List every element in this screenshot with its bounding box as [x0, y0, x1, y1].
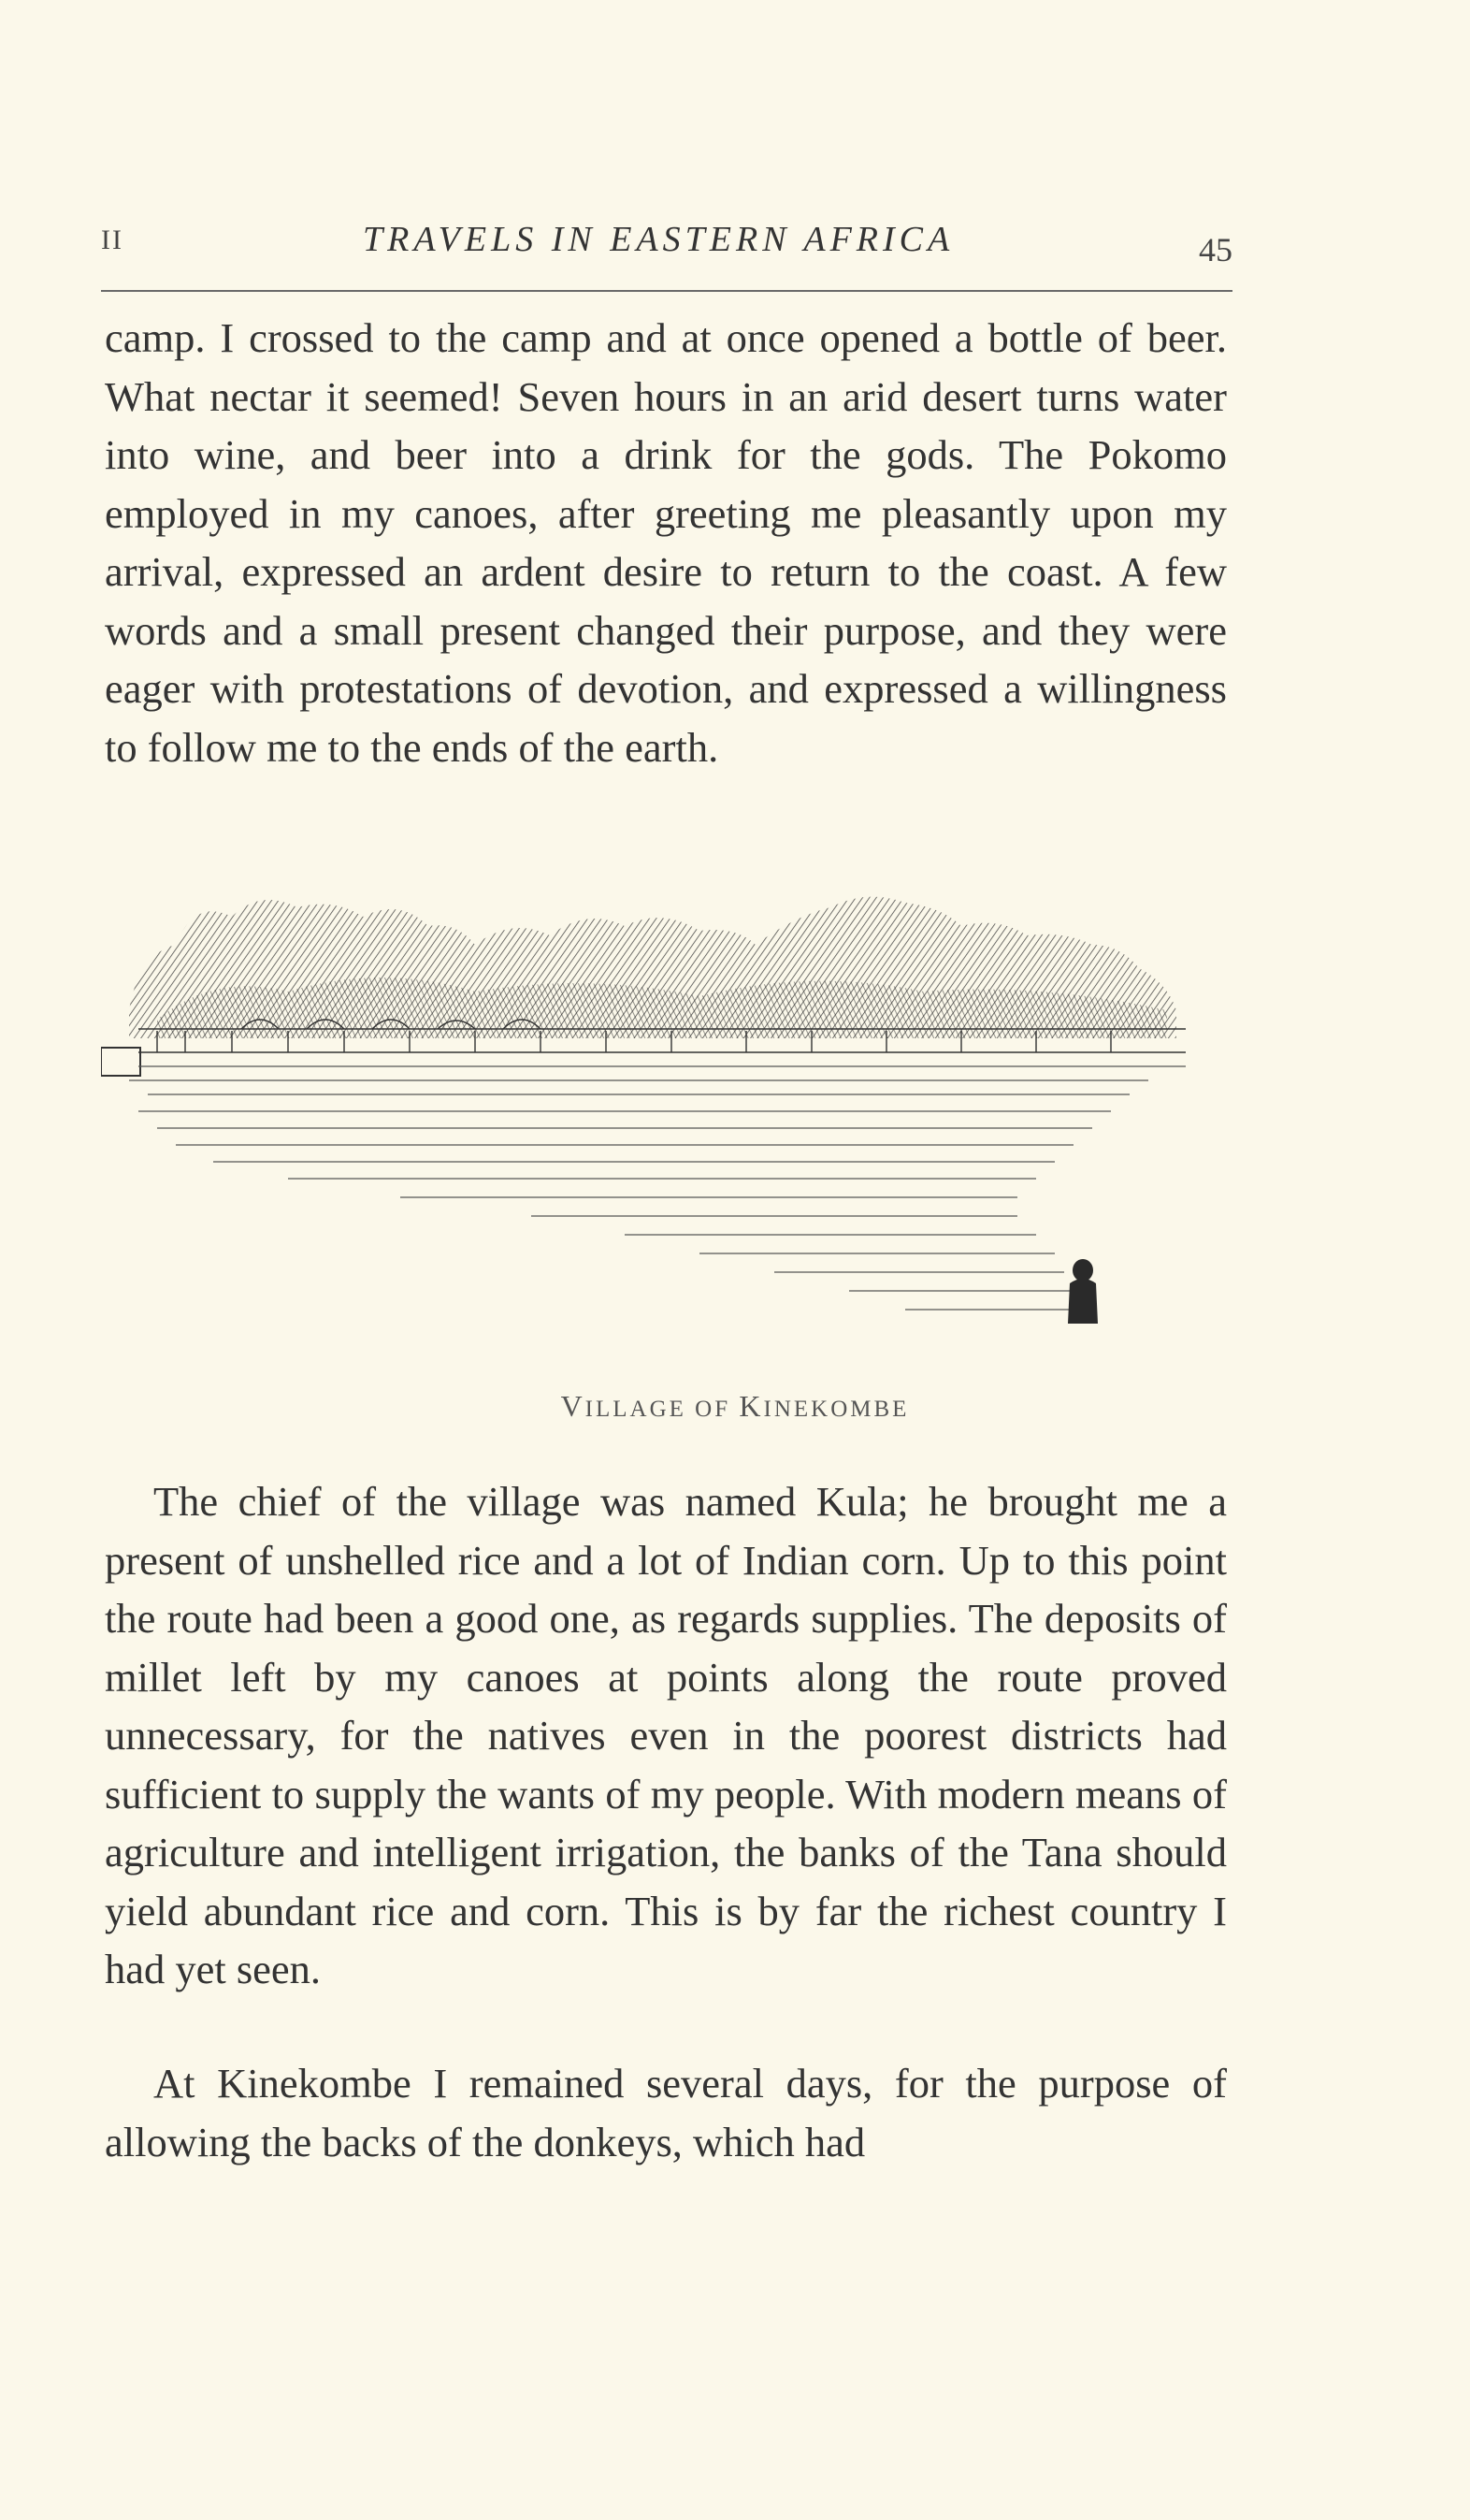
illustration-caption: VILLAGE OF KINEKOMBE: [560, 1389, 910, 1423]
paragraph-1: camp. I crossed to the camp and at once opened a bottle of beer. What nectar it seemed! Seven hours in an arid desert turns water into wine, and beer into a drink for the gods. The Pokomo employed in my canoes, after greeting me pleasantly upon my arrival, expressed an ardent desire to return to the coast. A few words and a small present changed their purpose, and they were eager with protestations of devotion, and expressed a willingness to follow me to the ends of the earth.: [105, 314, 1227, 771]
village-illustration: [101, 879, 1242, 1375]
chapter-number: II: [101, 224, 123, 255]
running-header: [101, 217, 1232, 273]
river-water: [129, 1066, 1186, 1310]
paragraph-2: The chief of the village was named Kula; he brought me a present of unshelled rice and a lot of Indian corn. Up to this point the route had been a good one, as regards supplies. The deposits of millet left by my canoes at points along the route proved unnecessary, for the natives even in the poorest districts had sufficient to supply the wants of my people. With modern means of agriculture and intelligent irrigation, the banks of the Tana should yield abundant rice and corn. This is by far the richest country I had yet seen.: [105, 1478, 1227, 1992]
paragraph-3: At Kinekombe I remained several days, for the purpose of allowing the backs of the donkeys, which had: [105, 2060, 1227, 2165]
header-rule: [101, 290, 1232, 292]
figure-in-water: [1068, 1259, 1098, 1324]
running-title: TRAVELS IN EASTERN AFRICA: [363, 220, 955, 259]
page-number: 45: [1199, 231, 1232, 268]
